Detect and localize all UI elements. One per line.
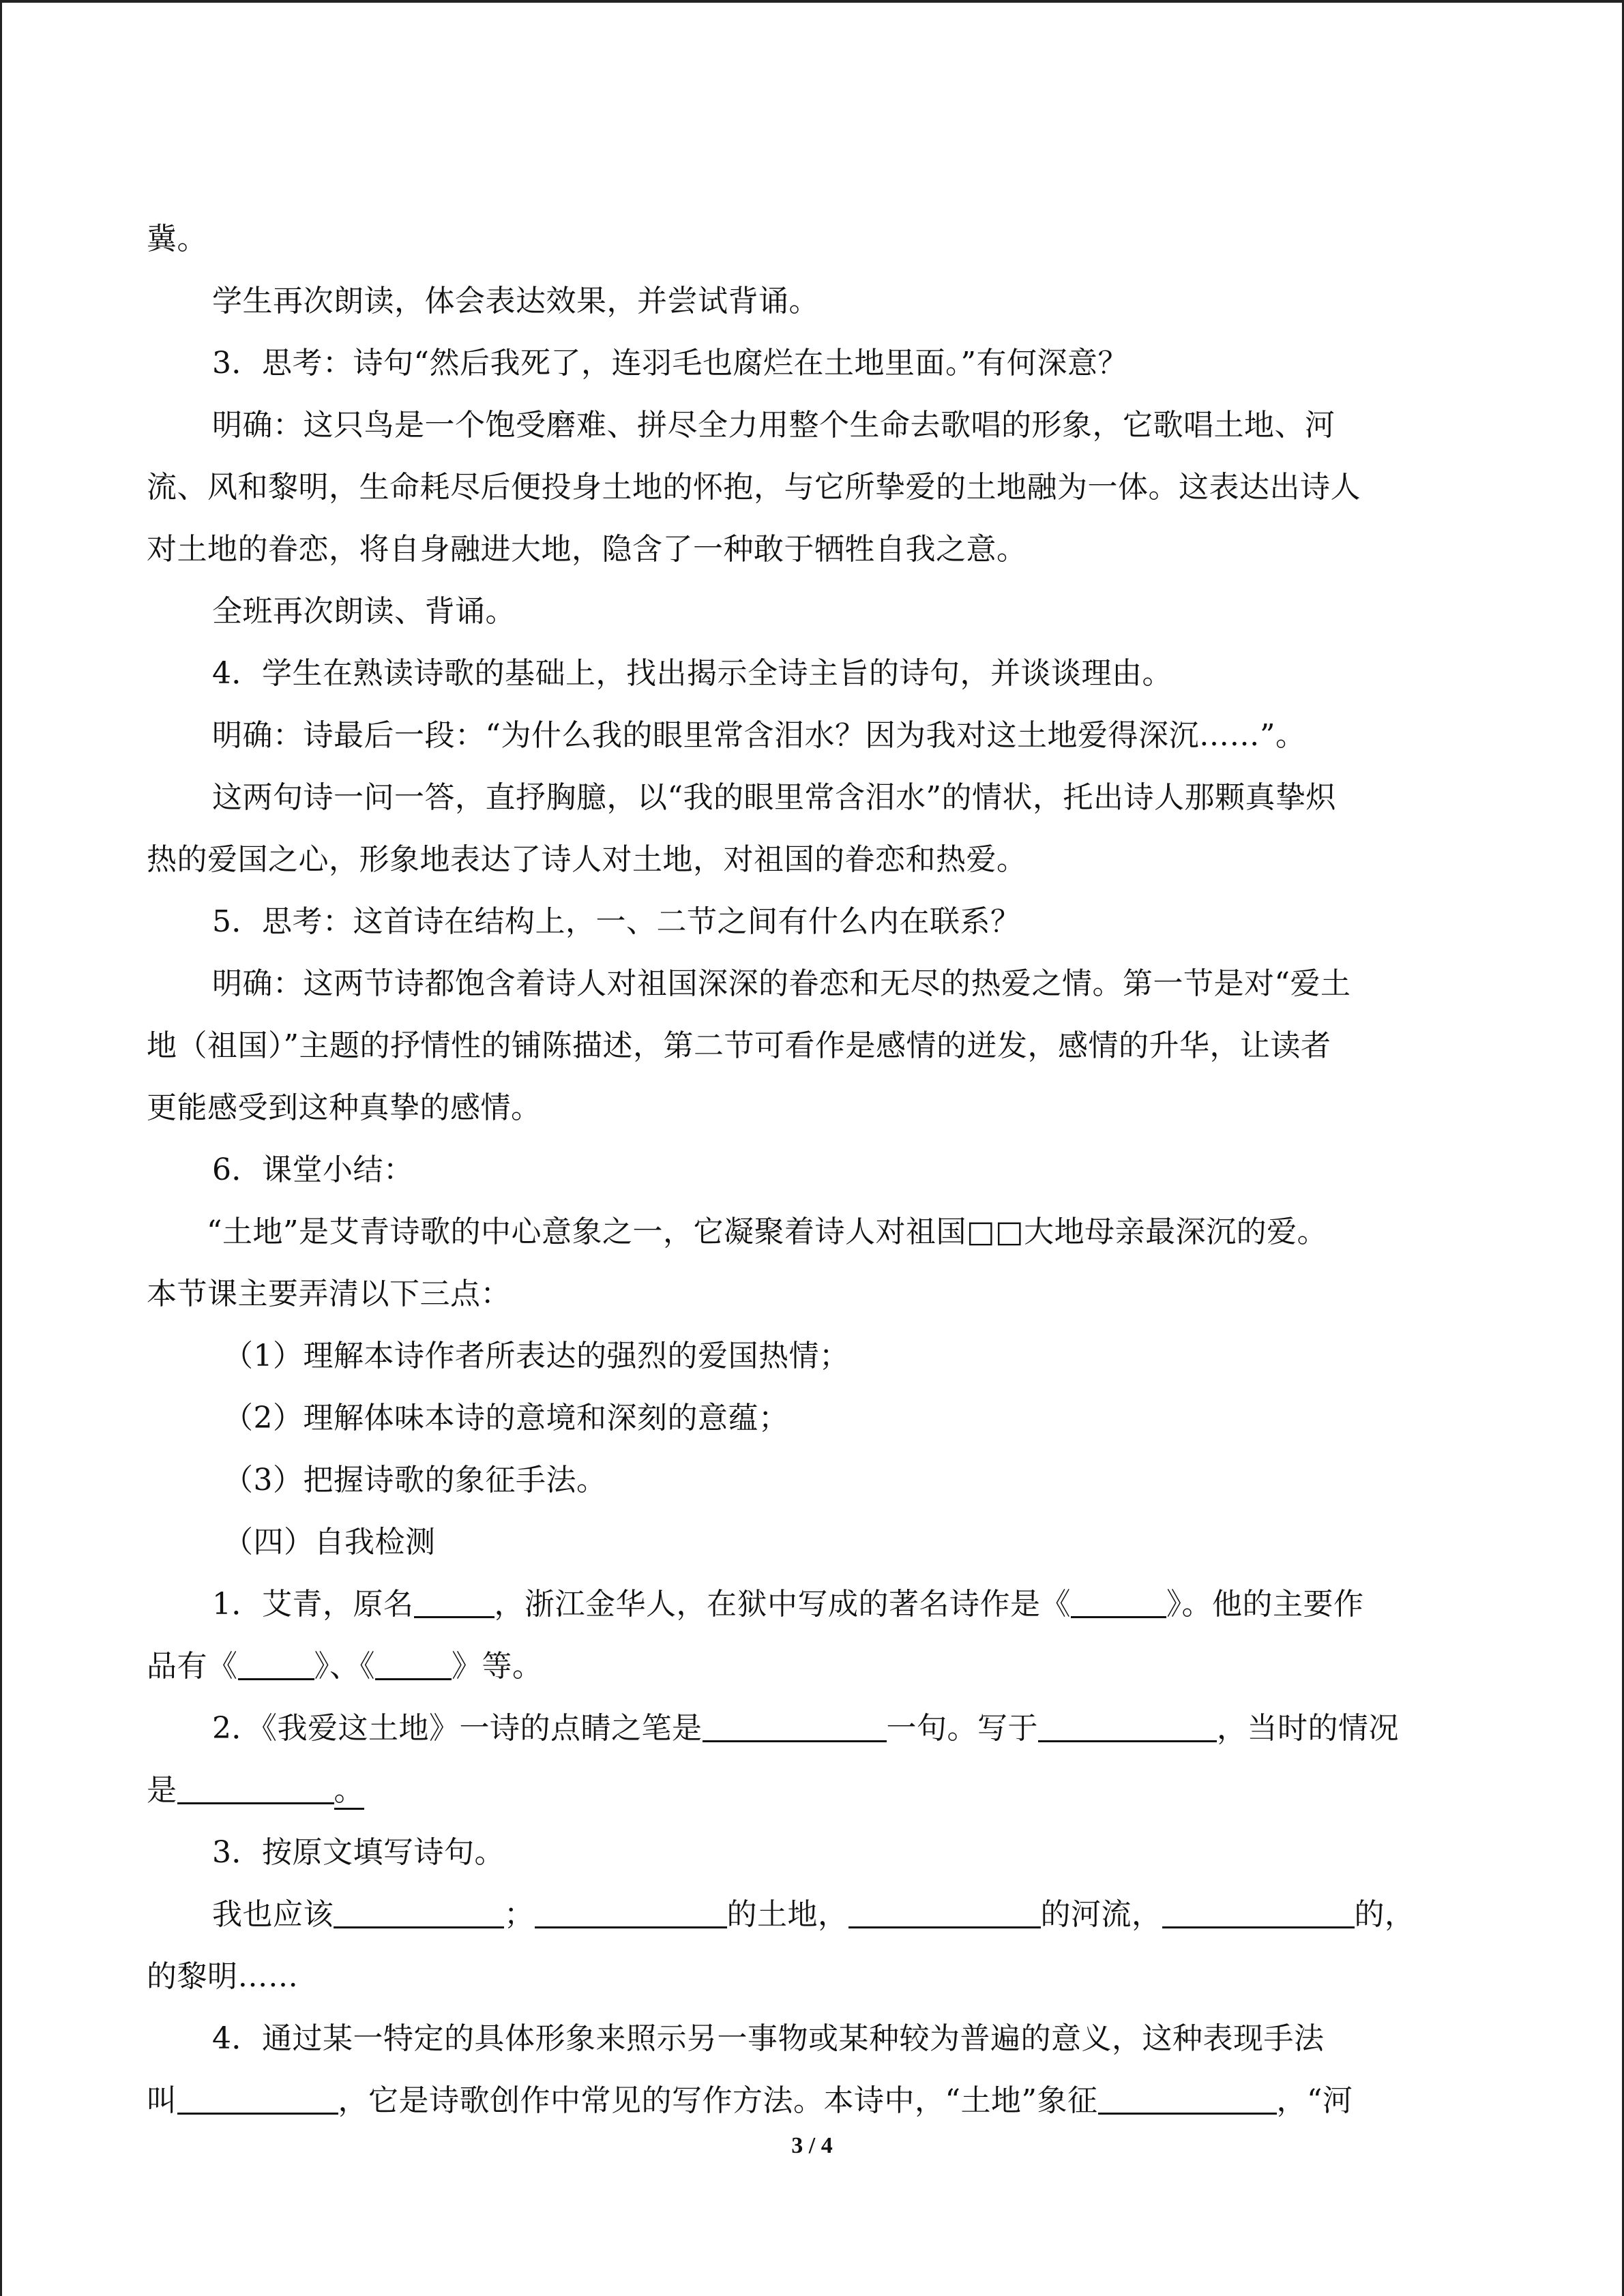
summary-point-1: （1）理解本诗作者所表达的强烈的爱国热情； xyxy=(223,1339,850,1373)
q3-text-c: 的土地， xyxy=(726,1897,848,1932)
question-3-title: 3．按原文填写诗句。 xyxy=(212,1835,505,1870)
q2-text-d: 是 xyxy=(147,1773,177,1808)
q3-text-d: 的河流， xyxy=(1040,1897,1162,1932)
summary-point-2: （2）理解体味本诗的意境和深刻的意蕴； xyxy=(223,1401,789,1435)
question-2-line-2 xyxy=(147,1759,1477,1821)
q2-text-b: 一句。写于 xyxy=(886,1711,1038,1746)
q2-text-a: 2．《我爱这土地》一诗的点睛之笔是 xyxy=(212,1711,703,1746)
summary-line: “土地”是艾青诗歌的中心意象之一，它凝聚着诗人对祖国□□大地母亲最深沉的爱。 xyxy=(207,1214,1328,1249)
paragraph-line: 这两句诗一问一答，直抒胸臆，以“我的眼里常含泪水”的情状，托出诗人那颗真挚炽 xyxy=(212,780,1336,815)
blank-poem-line-2[interactable] xyxy=(535,1894,727,1928)
blank-key-line[interactable] xyxy=(703,1708,887,1742)
paragraph-line: 热的爱国之心，形象地表达了诗人对土地，对祖国的眷恋和热爱。 xyxy=(147,842,1027,877)
answer-line: 对土地的眷恋，将自身融进大地，隐含了一种敢于牺牲自我之意。 xyxy=(147,532,1027,567)
document-body xyxy=(147,208,1477,2132)
question-3-line-2: 的黎明…… xyxy=(147,1959,299,1994)
q1-text-b: ，浙江金华人，在狱中写成的著名诗作是《 xyxy=(494,1587,1071,1622)
section-heading-self-test: （四）自我检测 xyxy=(223,1525,436,1560)
blank-poem-line-4[interactable] xyxy=(1162,1894,1355,1928)
page-number: 3 / 4 xyxy=(791,2133,833,2158)
q1-text-f: 》等。 xyxy=(452,1649,543,1684)
question-4-think: 4．学生在熟读诗歌的基础上，找出揭示全诗主旨的诗句，并谈谈理由。 xyxy=(212,656,1172,691)
question-4-line-1: 4．通过某一特定的具体形象来照示另一事物或某种较为普遍的意义，这种表现手法 xyxy=(212,2021,1325,2056)
question-1-line-1 xyxy=(147,1573,1477,1635)
answer-line: 明确：这两节诗都饱含着诗人对祖国深深的眷恋和无尽的热爱之情。第一节是对“爱土 xyxy=(212,966,1351,1001)
answer-line: 明确：这只鸟是一个饱受磨难、拼尽全力用整个生命去歌唱的形象，它歌唱土地、河 xyxy=(212,408,1335,443)
blank-work-1[interactable] xyxy=(238,1645,314,1680)
answer-line: 明确：诗最后一段：“为什么我的眼里常含泪水？因为我对这土地爱得深沉……”。 xyxy=(212,718,1306,753)
blank-land-symbol[interactable] xyxy=(1098,2080,1277,2115)
q2-text-e: 。 xyxy=(334,1773,365,1810)
page-left-border xyxy=(0,0,2,2296)
q4-text-b: 叫 xyxy=(147,2083,177,2118)
q1-text-d: 品有《 xyxy=(147,1649,238,1684)
answer-line: 更能感受到这种真挚的感情。 xyxy=(147,1090,542,1125)
q4-text-c: ，它是诗歌创作中常见的写作方法。本诗中，“土地”象征 xyxy=(338,2083,1098,2118)
q4-text-d: ，“河 xyxy=(1276,2083,1353,2118)
paragraph-line: 学生再次朗读，体会表达效果，并尝试背诵。 xyxy=(212,284,819,318)
blank-poem-line-1[interactable] xyxy=(334,1894,504,1928)
q3-text-b: ； xyxy=(504,1897,535,1932)
blank-famous-poem[interactable] xyxy=(1071,1583,1166,1618)
paragraph-line: 冀。 xyxy=(147,222,207,256)
question-2-line-1 xyxy=(147,1697,1477,1759)
question-5-think: 5．思考：这首诗在结构上，一、二节之间有什么内在联系？ xyxy=(212,904,1021,939)
question-3-think: 3．思考：诗句“然后我死了，连羽毛也腐烂在土地里面。”有何深意？ xyxy=(212,346,1128,381)
q1-text-a: 1．艾青，原名 xyxy=(212,1587,414,1622)
page-top-border xyxy=(0,0,1624,3)
q2-text-c: ，当时的情况 xyxy=(1217,1711,1399,1746)
paragraph-line: 全班再次朗读、背诵。 xyxy=(212,594,516,629)
question-4-line-2 xyxy=(147,2070,1477,2132)
blank-written-date[interactable] xyxy=(1038,1708,1217,1742)
blank-poem-line-3[interactable] xyxy=(848,1894,1041,1928)
answer-line: 地（祖国）”主题的抒情性的铺陈描述，第二节可看作是感情的迸发，感情的升华，让读者 xyxy=(147,1028,1331,1063)
q3-text-e: 的， xyxy=(1354,1897,1415,1932)
blank-work-2[interactable] xyxy=(375,1645,452,1680)
q3-text-a: 我也应该 xyxy=(212,1897,334,1932)
summary-line: 本节课主要弄清以下三点： xyxy=(147,1277,511,1311)
blank-original-name[interactable] xyxy=(414,1583,494,1618)
question-3-line-1 xyxy=(147,1883,1477,1945)
summary-heading: 6．课堂小结： xyxy=(212,1152,414,1187)
q1-text-e: 》、《 xyxy=(314,1649,375,1684)
q1-text-c: 》。他的主要作 xyxy=(1166,1587,1364,1622)
answer-line: 流、风和黎明，生命耗尽后便投身土地的怀抱，与它所挚爱的土地融为一体。这表达出诗人 xyxy=(147,470,1361,505)
blank-situation[interactable] xyxy=(177,1770,334,1804)
summary-point-3: （3）把握诗歌的象征手法。 xyxy=(223,1463,607,1497)
blank-technique[interactable] xyxy=(177,2080,338,2115)
question-1-line-2 xyxy=(147,1635,1477,1697)
